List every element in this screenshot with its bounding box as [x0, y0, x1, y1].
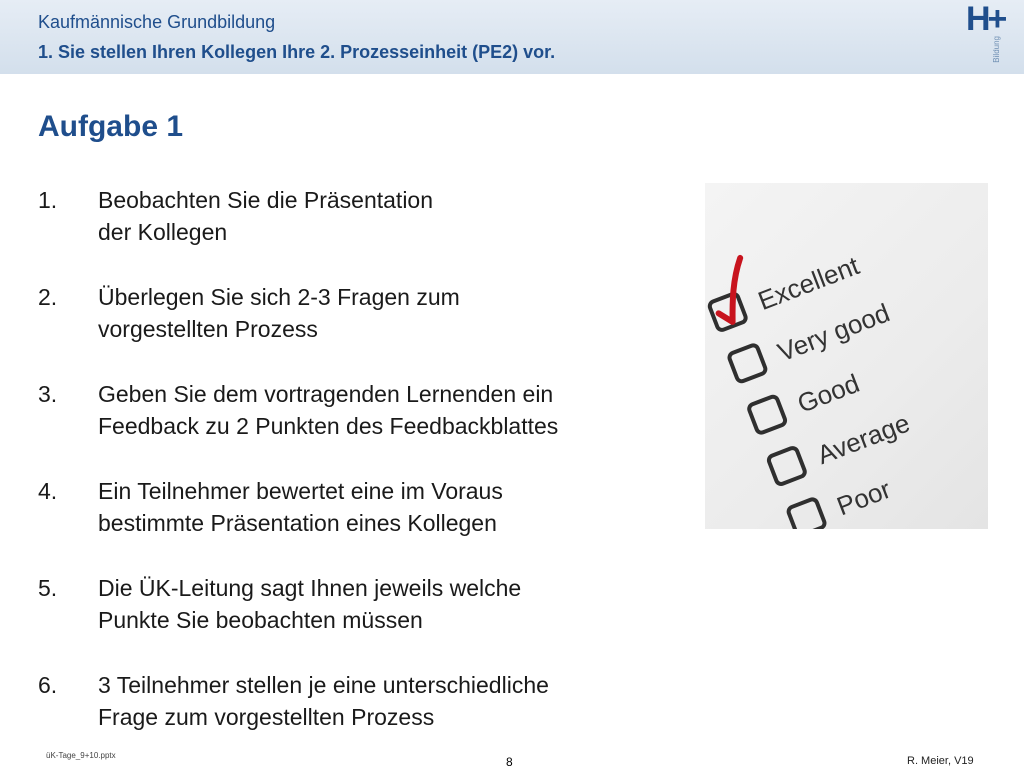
- task-line: vorgestellten Prozess: [98, 316, 318, 342]
- task-line: bestimmte Präsentation eines Kollegen: [98, 510, 497, 536]
- option-label: Poor: [832, 473, 895, 522]
- rating-option: [767, 406, 913, 488]
- task-text: [98, 669, 698, 733]
- task-item: [38, 572, 698, 636]
- logo-subtext: Bildung: [992, 36, 1001, 63]
- task-item: [38, 281, 698, 345]
- task-line: Beobachten Sie die Präsentation: [98, 187, 434, 213]
- slide-title: Aufgabe 1: [38, 110, 184, 143]
- task-line: Feedback zu 2 Punkten des Feedbackblattes: [98, 413, 559, 439]
- task-text: [98, 184, 698, 248]
- task-number: 5.: [38, 575, 58, 601]
- checkbox-icon: [787, 498, 826, 529]
- task-number: 3.: [38, 381, 58, 407]
- rating-scale-image: [705, 183, 988, 529]
- task-item: [38, 669, 698, 733]
- task-text: [98, 475, 698, 539]
- task-item: [38, 184, 698, 248]
- rating-option: [787, 472, 895, 529]
- header-subtitle: 1. Sie stellen Ihren Kollegen Ihre 2. Prozesseinheit (PE2) vor.: [38, 42, 556, 62]
- page-number: 8: [506, 755, 513, 769]
- rating-scale-illustration: [705, 183, 988, 529]
- task-text: [98, 281, 698, 345]
- rating-option: [728, 296, 894, 385]
- h-plus-logo: [966, 2, 1014, 70]
- task-line: Frage zum vorgestellten Prozess: [98, 704, 435, 730]
- rating-option: [748, 366, 864, 436]
- task-text: [98, 378, 698, 442]
- task-number: 2.: [38, 284, 58, 310]
- task-line: der Kollegen: [98, 219, 228, 245]
- task-line: Überlegen Sie sich 2-3 Fragen zum: [98, 284, 460, 310]
- task-item: [38, 378, 698, 442]
- footer-filename: üK-Tage_9+10.pptx: [46, 751, 116, 760]
- task-item: [38, 475, 698, 539]
- header-course-title: Kaufmännische Grundbildung: [38, 12, 276, 32]
- slide-header: [0, 0, 1024, 74]
- checkbox-icon: [748, 395, 787, 434]
- option-label: Average: [812, 407, 914, 471]
- task-number: 6.: [38, 672, 58, 698]
- task-line: Punkte Sie beobachten müssen: [98, 607, 423, 633]
- checkbox-icon: [767, 447, 806, 486]
- task-line: Die ÜK-Leitung sagt Ihnen jeweils welche: [98, 575, 522, 601]
- option-label: Very good: [773, 297, 894, 368]
- task-line: Geben Sie dem vortragenden Lernenden ein: [98, 381, 554, 407]
- task-number: 1.: [38, 187, 58, 213]
- checkbox-icon: [728, 344, 767, 383]
- checkbox-icon: [708, 293, 747, 332]
- logo-mark: H+: [966, 0, 1005, 38]
- task-text: [98, 572, 698, 636]
- task-line: 3 Teilnehmer stellen je eine unterschiedliche: [98, 672, 549, 698]
- option-label: Good: [793, 367, 864, 419]
- option-label: Excellent: [753, 250, 864, 317]
- task-list: [38, 184, 698, 733]
- task-line: Ein Teilnehmer bewertet eine im Voraus: [98, 478, 503, 504]
- footer-author: R. Meier, V19: [907, 755, 974, 767]
- task-number: 4.: [38, 478, 58, 504]
